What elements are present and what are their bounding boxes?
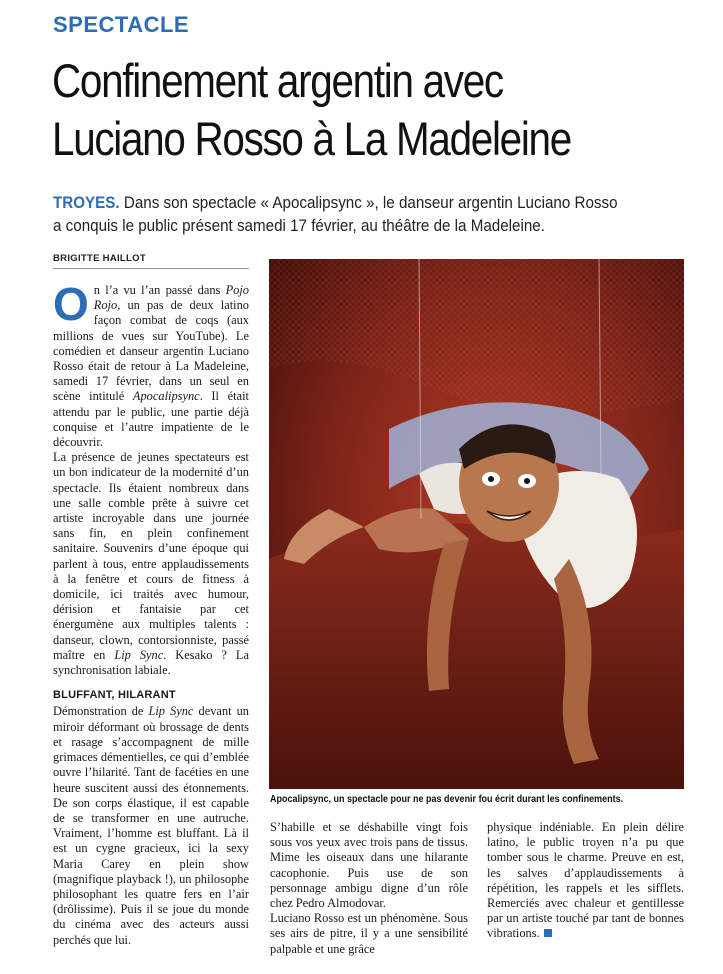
- section-kicker: SPECTACLE: [53, 12, 190, 37]
- dateline-location: TROYES.: [53, 194, 120, 212]
- article-column-1: [53, 278, 249, 948]
- text-run: Démonstration de: [53, 704, 149, 719]
- italic-run: Lip Sync: [114, 647, 164, 662]
- text-run: n l’a vu l’an passé dans: [93, 283, 226, 297]
- text-run: , un pas de deux latino façon combat de coqs (aux millions de vues sur YouTube). Le comédien et danseur argentin Luciano Rosso était de retour à La Madeleine, samedi 17 février, dans un seul en scène intitulé: [53, 298, 249, 404]
- italic-run: Pojo Rojo: [93, 283, 249, 313]
- photo-caption: Apocalipsync, un spectacle pour ne pas devenir fou écrit durant les confinements.: [270, 794, 624, 805]
- text-run: . Il était attendu par le public, une partie déjà conquise et l’autre impatiente de le découvrir.: [53, 389, 249, 450]
- headline-line-2: Luciano Rosso à La Madeleine: [52, 112, 571, 165]
- text-run: La présence de jeunes spectateurs est un bon indicateur de la modernité d’un spectacle. Ils étaient nombreux dans une salle comble prête à suivre cet artiste incroyable dans une journée sans fin, en plein confinement sanitaire. Souvenirs d’une époque qui parlent à tous, entre applaudissements à la fenêtre et cours de fitness à domicile, ici traités avec humour, dérision et fantaisie par cet énergumène aux multiples talents : danseur, clown, contorsionniste, passé maître en: [53, 450, 249, 662]
- headline: [52, 52, 620, 168]
- byline: BRIGITTE HAILLOT: [53, 253, 146, 264]
- article-column-2: [270, 820, 468, 957]
- paragraph-6: [487, 820, 684, 942]
- standfirst: [53, 192, 642, 238]
- paragraph-2: [53, 450, 249, 678]
- headline-line-1: Confinement argentin avec: [52, 54, 503, 107]
- photo-illustration: [269, 259, 684, 789]
- text-run: devant un miroir déformant où brossage de dents et rasage s’accompagnent de mille grimaces démentielles, ce qui d’emblée ouvre l’hilarité. Tant de facéties en une heure suscitent aussi des étonnements. De son corps élastique, il est capable de se transformer en une autruche. Vraiment, l’homme est bluffant. Là il est un cygne gracieux, ici la sexy Maria Carey en plein show (magnifique playback !), un philosophe philosophant les quatre fers en l’air (drôlissime). Puis il se joue du monde du cinéma avec des acteurs aussi perchés que lui.: [53, 704, 249, 947]
- standfirst-line-1: Dans son spectacle « Apocalipsync », le danseur argentin Luciano Rosso: [119, 194, 618, 212]
- paragraph-4: S’habille et se déshabille vingt fois sous vos yeux avec trois pans de tissus. Mime les oiseaux dans une hilarante cacophonie. Puis use de son personnage ambigu digne d’un rôle chez Pedro Almodovar.: [270, 820, 468, 911]
- subheading: BLUFFANT, HILARANT: [53, 689, 176, 702]
- paragraph-3: [53, 704, 249, 947]
- byline-rule: [53, 268, 249, 269]
- italic-run: Apocalipsync: [132, 389, 200, 404]
- dropcap: O: [53, 278, 89, 330]
- article-column-3: [487, 820, 684, 942]
- performer-photo: [269, 259, 684, 789]
- end-mark-icon: [544, 929, 552, 937]
- standfirst-line-2: a conquis le public présent samedi 17 février, au théâtre de la Madeleine.: [53, 217, 545, 235]
- italic-run: Lip Sync: [148, 704, 194, 719]
- paragraph-5: Luciano Rosso est un phénomène. Sous ses airs de pitre, il y a une sensibilité palpable et une grâce: [270, 911, 468, 956]
- text-run: . Kesako ? La synchronisation labiale.: [53, 647, 249, 678]
- text-run: physique indéniable. En plein délire latino, le public troyen n’a pu que tomber sous le charme. Preuve en est, les salves d’applaudissements à répétition, les rappels et les sifflets. Remerciés avec chaleur et gentillesse par un artiste touché par tant de bonnes vibrations.: [487, 820, 684, 941]
